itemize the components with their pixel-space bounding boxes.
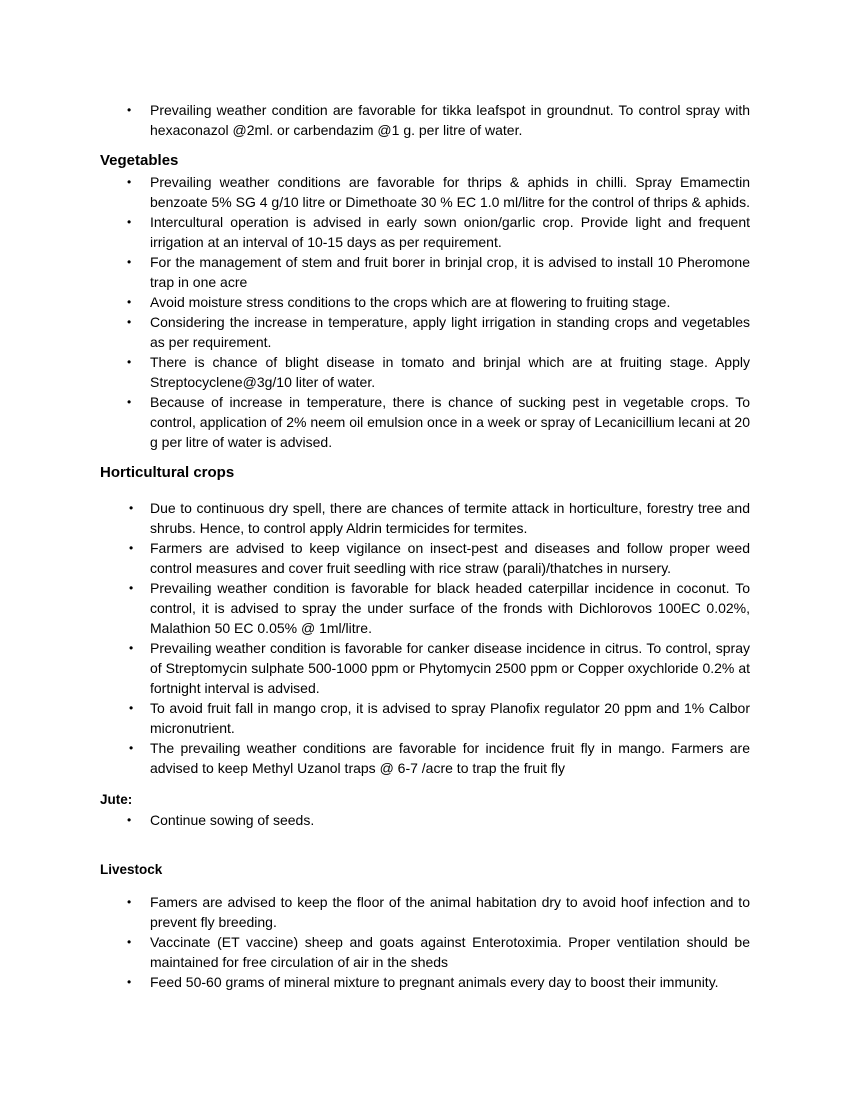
list-item [100, 212, 750, 252]
list-item [100, 252, 750, 292]
bullet-icon: • [129, 641, 134, 655]
bullet-icon: • [127, 295, 132, 309]
bullet-icon: • [129, 701, 134, 715]
list-item-text: Avoid moisture stress conditions to the crops which are at flowering to fruiting stage. [150, 294, 671, 310]
list-item [100, 738, 750, 778]
bullet-icon: • [127, 315, 132, 329]
horticultural-list [100, 498, 750, 778]
list-item [100, 638, 750, 698]
list-item-text: Intercultural operation is advised in early sown onion/garlic crop. Provide light and frequent irrigation at an interval of 10-15 days as per requirement. [150, 214, 750, 250]
bullet-icon: • [127, 975, 132, 989]
bullet-icon: • [127, 355, 132, 369]
list-item-text: Considering the increase in temperature, apply light irrigation in standing crops and vegetables as per requirement. [150, 314, 750, 350]
bullet-icon: • [127, 895, 132, 909]
bullet-icon: • [129, 581, 134, 595]
list-item-text: The prevailing weather conditions are favorable for incidence fruit fly in mango. Farmers are advised to keep Methyl Uzanol traps @ 6-7 /acre to trap the fruit fly [150, 740, 750, 776]
list-item [100, 312, 750, 352]
section-heading-jute: Jute: [100, 792, 133, 807]
bullet-icon: • [127, 935, 132, 949]
list-item-text: To avoid fruit fall in mango crop, it is advised to spray Planofix regulator 20 ppm and 1% Calbor micronutrient. [150, 700, 750, 736]
list-item-text: Because of increase in temperature, there is chance of sucking pest in vegetable crops. To control, application of 2% neem oil emulsion once in a week or spray of Lecanicillium lecani at 20 g per litre of water is advised. [150, 394, 750, 450]
bullet-icon: • [129, 501, 134, 515]
list-item-text: Vaccinate (ET vaccine) sheep and goats against Enterotoximia. Proper ventilation should be maintained for free circulation of air in the sheds [150, 934, 750, 970]
list-item [100, 892, 750, 932]
list-item [100, 538, 750, 578]
top-list [100, 100, 750, 140]
bullet-icon: • [129, 741, 134, 755]
list-item-text: Farmers are advised to keep vigilance on insect-pest and diseases and follow proper weed control measures and cover fruit seedling with rice straw (parali)/thatches in nursery. [150, 540, 750, 576]
list-item [100, 172, 750, 212]
list-item-text: Prevailing weather condition is favorable for canker disease incidence in citrus. To control, spray of Streptomycin sulphate 500-1000 ppm or Phytomycin 2500 ppm or Copper oxychloride 0.2% at fortnight interval is advised. [150, 640, 750, 696]
bullet-icon: • [127, 813, 132, 827]
section-heading-horticultural: Horticultural crops [100, 464, 235, 481]
list-item-text: Prevailing weather conditions are favorable for thrips & aphids in chilli. Spray Emamectin benzoate 5% SG 4 g/10 litre or Dimethoate 30 % EC 1.0 ml/litre for the control of thrips & aphids. [150, 174, 750, 210]
document-content [100, 100, 750, 992]
list-item [100, 932, 750, 972]
list-item [100, 100, 750, 140]
list-item-text: There is chance of blight disease in tomato and brinjal which are at fruiting stage. Apply Streptocyclene@3g/10 liter of water. [150, 354, 750, 390]
list-item-text: Prevailing weather condition is favorable for black headed caterpillar incidence in coconut. To control, it is advised to spray the under surface of the fronds with Dichlorovos 100EC 0.02%, Malathion 50 EC 0.05% @ 1ml/litre. [150, 580, 750, 636]
list-item [100, 972, 750, 992]
livestock-list [100, 892, 750, 992]
vegetables-list [100, 172, 750, 452]
bullet-icon: • [127, 395, 132, 409]
section-heading-vegetables: Vegetables [100, 152, 179, 169]
section-heading-livestock: Livestock [100, 862, 163, 877]
list-item [100, 698, 750, 738]
bullet-icon: • [127, 103, 132, 117]
list-item-text: Continue sowing of seeds. [150, 812, 315, 828]
list-item [100, 810, 750, 830]
list-item-text: Feed 50-60 grams of mineral mixture to pregnant animals every day to boost their immunity. [150, 974, 719, 990]
list-item [100, 292, 750, 312]
list-item-text: Prevailing weather condition are favorable for tikka leafspot in groundnut. To control spray with hexaconazol @2ml. or carbendazim @1 g. per litre of water. [150, 102, 750, 138]
list-item [100, 352, 750, 392]
bullet-icon: • [127, 175, 132, 189]
list-item [100, 392, 750, 452]
bullet-icon: • [129, 541, 134, 555]
jute-list [100, 810, 750, 830]
list-item-text: Due to continuous dry spell, there are chances of termite attack in horticulture, forestry tree and shrubs. Hence, to control apply Aldrin termicides for termites. [150, 500, 750, 536]
bullet-icon: • [127, 255, 132, 269]
list-item-text: Famers are advised to keep the floor of the animal habitation dry to avoid hoof infection and to prevent fly breeding. [150, 894, 750, 930]
list-item [100, 498, 750, 538]
bullet-icon: • [127, 215, 132, 229]
list-item [100, 578, 750, 638]
list-item-text: For the management of stem and fruit borer in brinjal crop, it is advised to install 10 Pheromone trap in one acre [150, 254, 750, 290]
